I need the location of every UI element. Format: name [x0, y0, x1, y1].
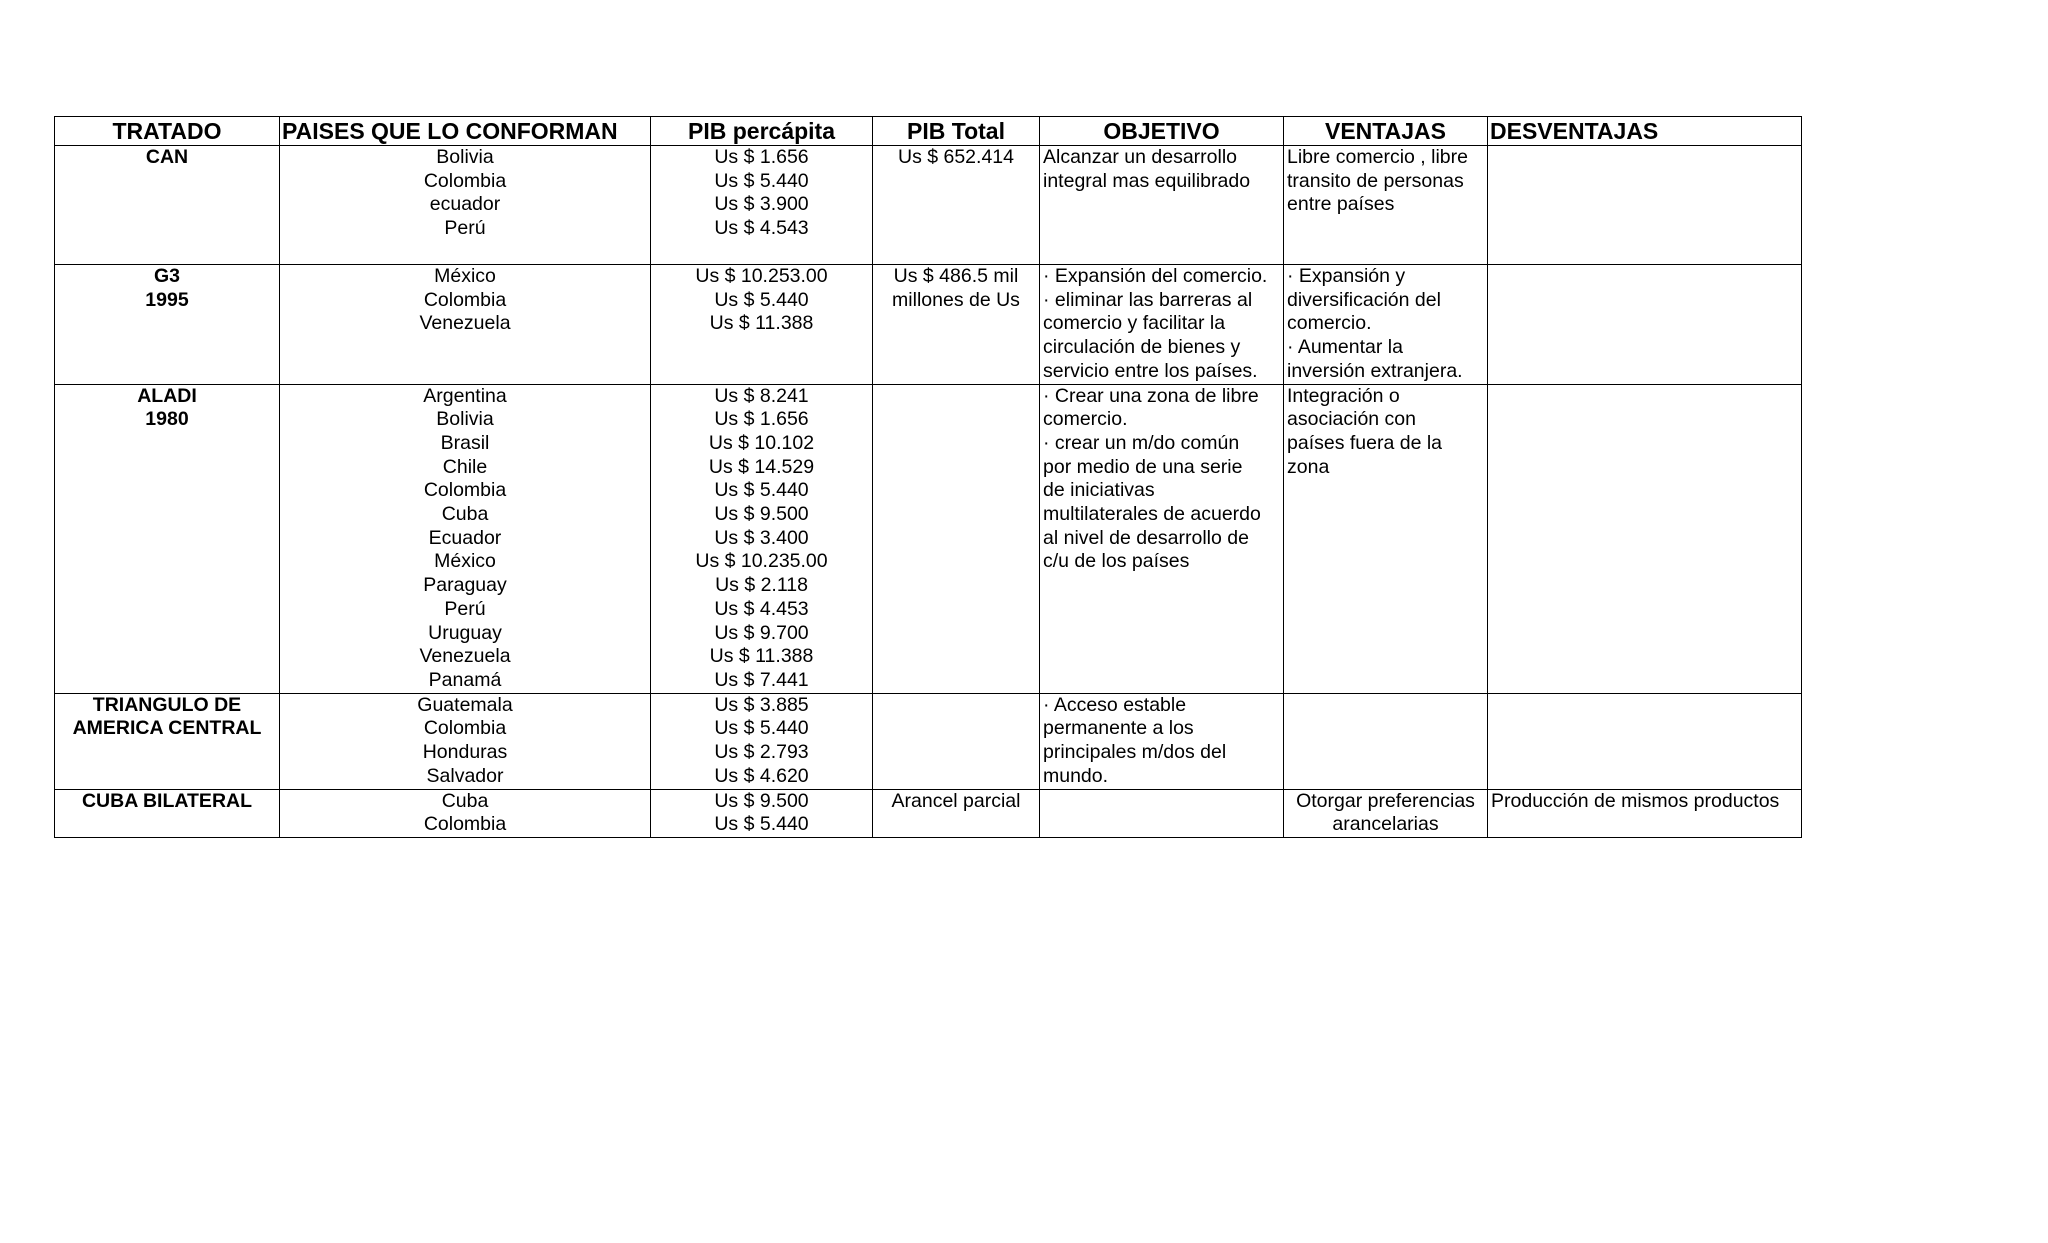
cell-line: Paraguay	[423, 574, 507, 597]
cell-line: · Acceso estable	[1043, 693, 1187, 716]
cell-line: México	[434, 265, 496, 287]
table-row	[55, 146, 1802, 265]
cell-line: c/u de los países	[1043, 550, 1190, 573]
cell-ventajas	[1284, 265, 1488, 385]
cell-line: Us $ 2.118	[715, 574, 808, 597]
cell-line: 1980	[145, 408, 189, 431]
cell-objetivo	[1040, 789, 1284, 837]
cell-line: Producción de mismos productos	[1491, 789, 1780, 812]
cell-pib-total	[873, 384, 1040, 693]
cell-paises	[280, 789, 651, 837]
header-desventajas: DESVENTAJAS	[1488, 117, 1802, 146]
cell-line: · Aumentar la	[1287, 336, 1403, 359]
cell-line: · crear un m/do común	[1043, 431, 1240, 454]
cell-line: Colombia	[423, 813, 507, 836]
cell-line: Us $ 2.793	[714, 741, 809, 764]
cell-line: al nivel de desarrollo de	[1043, 526, 1249, 549]
cell-line: Cuba	[441, 789, 489, 812]
cell-pib-total	[873, 265, 1040, 385]
cell-line: Us $ 5.440	[714, 717, 809, 740]
cell-line: inversión extranjera.	[1287, 359, 1463, 382]
cell-pib-percapita	[651, 789, 873, 837]
header-pib-total: PIB Total	[873, 117, 1040, 146]
cell-line: millones de Us	[892, 288, 1020, 311]
cell-ventajas	[1284, 384, 1488, 693]
cell-ventajas	[1284, 146, 1488, 265]
cell-line: Salvador	[426, 764, 504, 787]
cell-pib-total	[873, 693, 1040, 789]
cell-line: · eliminar las barreras al	[1043, 288, 1253, 311]
cell-line: Colombia	[423, 717, 507, 740]
cell-line: Venezuela	[419, 312, 511, 335]
cell-line: Ecuador	[428, 526, 502, 549]
cell-line: entre países	[1287, 193, 1395, 216]
cell-line: Arancel parcial	[891, 789, 1021, 812]
cell-tratado	[55, 146, 280, 265]
cell-line: Us $ 4.453	[714, 597, 809, 620]
cell-objetivo	[1040, 693, 1284, 789]
cell-line: Panamá	[428, 668, 502, 691]
cell-line: circulación de bienes y	[1043, 336, 1241, 359]
cell-line: Alcanzar un desarrollo	[1043, 146, 1238, 168]
cell-line: comercio.	[1287, 312, 1372, 335]
cell-desventajas	[1488, 265, 1802, 385]
cell-line: Honduras	[422, 741, 508, 764]
cell-line: Us $ 3.400	[714, 526, 809, 549]
cell-line: Bolivia	[436, 146, 494, 168]
cell-line: G3	[153, 265, 180, 287]
cell-desventajas	[1488, 789, 1802, 837]
cell-objetivo	[1040, 146, 1284, 265]
cell-line: Colombia	[423, 288, 507, 311]
cell-line: Us $ 3.885	[714, 693, 809, 716]
cell-paises	[280, 384, 651, 693]
cell-line: Argentina	[423, 384, 507, 407]
cell-line: Otorgar preferencias	[1296, 789, 1475, 812]
cell-line: Libre comercio , libre	[1287, 146, 1468, 168]
cell-objetivo	[1040, 384, 1284, 693]
cell-line: Perú	[444, 597, 486, 620]
cell-line: Us $ 3.900	[714, 193, 809, 216]
cell-line: Us $ 4.620	[714, 764, 809, 787]
header-tratado: TRATADO	[55, 117, 280, 146]
cell-tratado	[55, 693, 280, 789]
cell-line: Integración o	[1287, 384, 1400, 407]
cell-line: Us $ 11.388	[709, 645, 814, 668]
cell-line: Us $ 5.440	[714, 479, 809, 502]
cell-line: ALADI	[137, 384, 197, 407]
cell-line: Us $ 5.440	[714, 288, 809, 311]
cell-line: principales m/dos del	[1043, 741, 1227, 764]
cell-desventajas	[1488, 693, 1802, 789]
cell-line: AMERICA CENTRAL	[72, 717, 262, 740]
cell-line: Colombia	[423, 169, 507, 192]
cell-line: transito de personas	[1287, 169, 1464, 192]
cell-line: Colombia	[423, 479, 507, 502]
table-row	[55, 693, 1802, 789]
header-paises: PAISES QUE LO CONFORMAN	[280, 117, 651, 146]
cell-line: TRIANGULO DE	[92, 693, 242, 716]
cell-line: Us $ 11.388	[709, 312, 814, 335]
header-ventajas: VENTAJAS	[1284, 117, 1488, 146]
cell-line: zona	[1287, 455, 1330, 478]
cell-line: México	[434, 550, 496, 573]
cell-line: asociación con	[1287, 408, 1416, 431]
cell-line: arancelarias	[1332, 813, 1439, 836]
cell-tratado	[55, 384, 280, 693]
cell-line: países fuera de la	[1287, 431, 1443, 454]
cell-line: permanente a los	[1043, 717, 1194, 740]
cell-line: comercio.	[1043, 408, 1128, 431]
cell-line: Us $ 486.5 mil	[893, 265, 1019, 287]
cell-line: Us $ 9.500	[714, 503, 809, 526]
cell-line: · Crear una zona de libre	[1043, 384, 1259, 407]
cell-ventajas	[1284, 693, 1488, 789]
treaties-table	[54, 116, 1802, 838]
header-row	[55, 117, 1802, 146]
cell-line: Us $ 9.700	[714, 621, 809, 644]
cell-objetivo	[1040, 265, 1284, 385]
cell-line: · Expansión y	[1287, 265, 1406, 287]
cell-line: Venezuela	[419, 645, 511, 668]
cell-line: Us $ 9.500	[714, 789, 809, 812]
cell-line: · Expansión del comercio.	[1043, 265, 1268, 287]
cell-pib-total	[873, 146, 1040, 265]
cell-line: Us $ 5.440	[714, 169, 809, 192]
cell-paises	[280, 693, 651, 789]
cell-line: Bolivia	[436, 408, 494, 431]
cell-line: Guatemala	[417, 693, 513, 716]
cell-line: CUBA BILATERAL	[81, 789, 253, 812]
cell-line: Perú	[444, 217, 486, 240]
table-row	[55, 384, 1802, 693]
cell-line: Uruguay	[428, 621, 502, 644]
cell-line: Brasil	[440, 431, 490, 454]
cell-line: por medio de una serie	[1043, 455, 1243, 478]
cell-pib-total	[873, 789, 1040, 837]
cell-line: Us $ 10.102	[708, 431, 815, 454]
cell-line: Us $ 5.440	[714, 813, 809, 836]
cell-line: Cuba	[441, 503, 489, 526]
cell-tratado	[55, 789, 280, 837]
cell-pib-percapita	[651, 265, 873, 385]
cell-line: comercio y facilitar la	[1043, 312, 1226, 335]
cell-desventajas	[1488, 384, 1802, 693]
cell-ventajas	[1284, 789, 1488, 837]
cell-line: Us $ 7.441	[714, 668, 809, 691]
cell-line: Us $ 14.529	[708, 455, 815, 478]
cell-pib-percapita	[651, 693, 873, 789]
cell-pib-percapita	[651, 146, 873, 265]
cell-paises	[280, 146, 651, 265]
header-objetivo: OBJETIVO	[1040, 117, 1284, 146]
cell-line: multilaterales de acuerdo	[1043, 503, 1261, 526]
cell-line: Us $ 10.235.00	[695, 550, 828, 573]
cell-line: Us $ 10.253.00	[695, 265, 828, 287]
table-row	[55, 789, 1802, 837]
header-pib-percapita: PIB percápita	[651, 117, 873, 146]
cell-line: Us $ 8.241	[714, 384, 809, 407]
table-row	[55, 265, 1802, 385]
cell-line: diversificación del	[1287, 288, 1441, 311]
cell-pib-percapita	[651, 384, 873, 693]
cell-line: Us $ 1.656	[714, 146, 809, 168]
cell-tratado	[55, 265, 280, 385]
cell-line: CAN	[145, 146, 189, 168]
cell-line: Us $ 4.543	[714, 217, 809, 240]
cell-desventajas	[1488, 146, 1802, 265]
cell-line: 1995	[145, 288, 189, 311]
cell-line: servicio entre los países.	[1043, 359, 1258, 382]
cell-line: de iniciativas	[1043, 479, 1155, 502]
cell-line: Chile	[442, 455, 488, 478]
cell-line: mundo.	[1043, 764, 1109, 787]
cell-line: Us $ 1.656	[714, 408, 809, 431]
cell-line: Us $ 652.414	[897, 146, 1014, 168]
cell-line: ecuador	[429, 193, 501, 216]
cell-line: integral mas equilibrado	[1043, 169, 1251, 192]
cell-paises	[280, 265, 651, 385]
